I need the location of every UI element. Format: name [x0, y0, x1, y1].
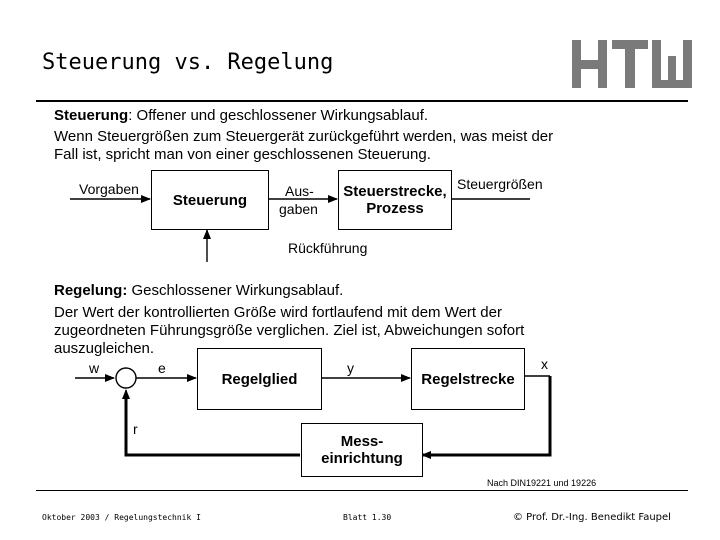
block-regelglied-label: Regelglied — [221, 370, 298, 388]
section2-paragraph-line2: zugeordneten Führungsgröße verglichen. Ziel ist, Abweichungen sofort — [54, 322, 525, 339]
footer-right: © Prof. Dr.-Ing. Benedikt Faupel — [513, 512, 671, 523]
block-steuerung-label: Steuerung — [172, 191, 248, 209]
block-regelstrecke — [411, 348, 525, 410]
section2-paragraph-line3: auszugleichen. — [54, 340, 155, 357]
block-messeinrichtung-line2: einrichtung — [321, 450, 403, 467]
block-steuerstrecke — [338, 170, 452, 230]
section1-heading-rest: : Offener und geschlossener Wirkungsablauf. — [128, 107, 429, 124]
block-messeinrichtung-line1: Mess- — [340, 433, 384, 450]
section1-heading-bold: Steuerung — [54, 107, 129, 124]
page-title: Steuerung vs. Regelung — [42, 50, 334, 75]
label-y: y — [347, 360, 354, 376]
block-steuerstrecke-line1: Steuerstrecke, — [343, 183, 447, 200]
summing-junction — [116, 368, 136, 388]
block-steuerstrecke-line2: Prozess — [366, 200, 424, 217]
block-regelstrecke-label: Regelstrecke — [421, 370, 515, 388]
section2-paragraph-line1: Der Wert der kontrollierten Größe wird fortlaufend mit dem Wert der — [54, 304, 502, 321]
label-r: r — [133, 421, 138, 437]
footer-left: Oktober 2003 / Regelungstechnik I — [42, 513, 201, 522]
block-regelglied — [197, 348, 322, 410]
section2-heading — [54, 282, 343, 300]
section1-paragraph-line2: Fall ist, spricht man von einer geschlossenen Steuerung. — [54, 146, 431, 163]
footer-rule — [36, 490, 688, 491]
footer-center: Blatt 1.30 — [343, 513, 392, 522]
block-steuerung — [151, 170, 269, 230]
block-messeinrichtung — [301, 423, 423, 477]
section2-heading-rest: Geschlossener Wirkungsablauf. — [127, 282, 344, 299]
section2-heading-bold: Regelung: — [54, 282, 128, 299]
label-e: e — [158, 360, 166, 376]
label-x: x — [541, 356, 548, 372]
section1-paragraph-line1: Wenn Steuergrößen zum Steuergerät zurückgeführt werden, was meist der — [54, 128, 554, 145]
source-note: Nach DIN19221 und 19226 — [487, 478, 597, 488]
label-w: w — [89, 360, 100, 376]
label-ausgaben-line1: Aus- — [285, 183, 314, 199]
label-vorgaben: Vorgaben — [79, 181, 139, 197]
label-rueckfuehrung: Rückführung — [288, 240, 368, 256]
label-ausgaben-line2: gaben — [279, 201, 318, 217]
label-steuergroessen: Steuergrößen — [457, 176, 543, 192]
